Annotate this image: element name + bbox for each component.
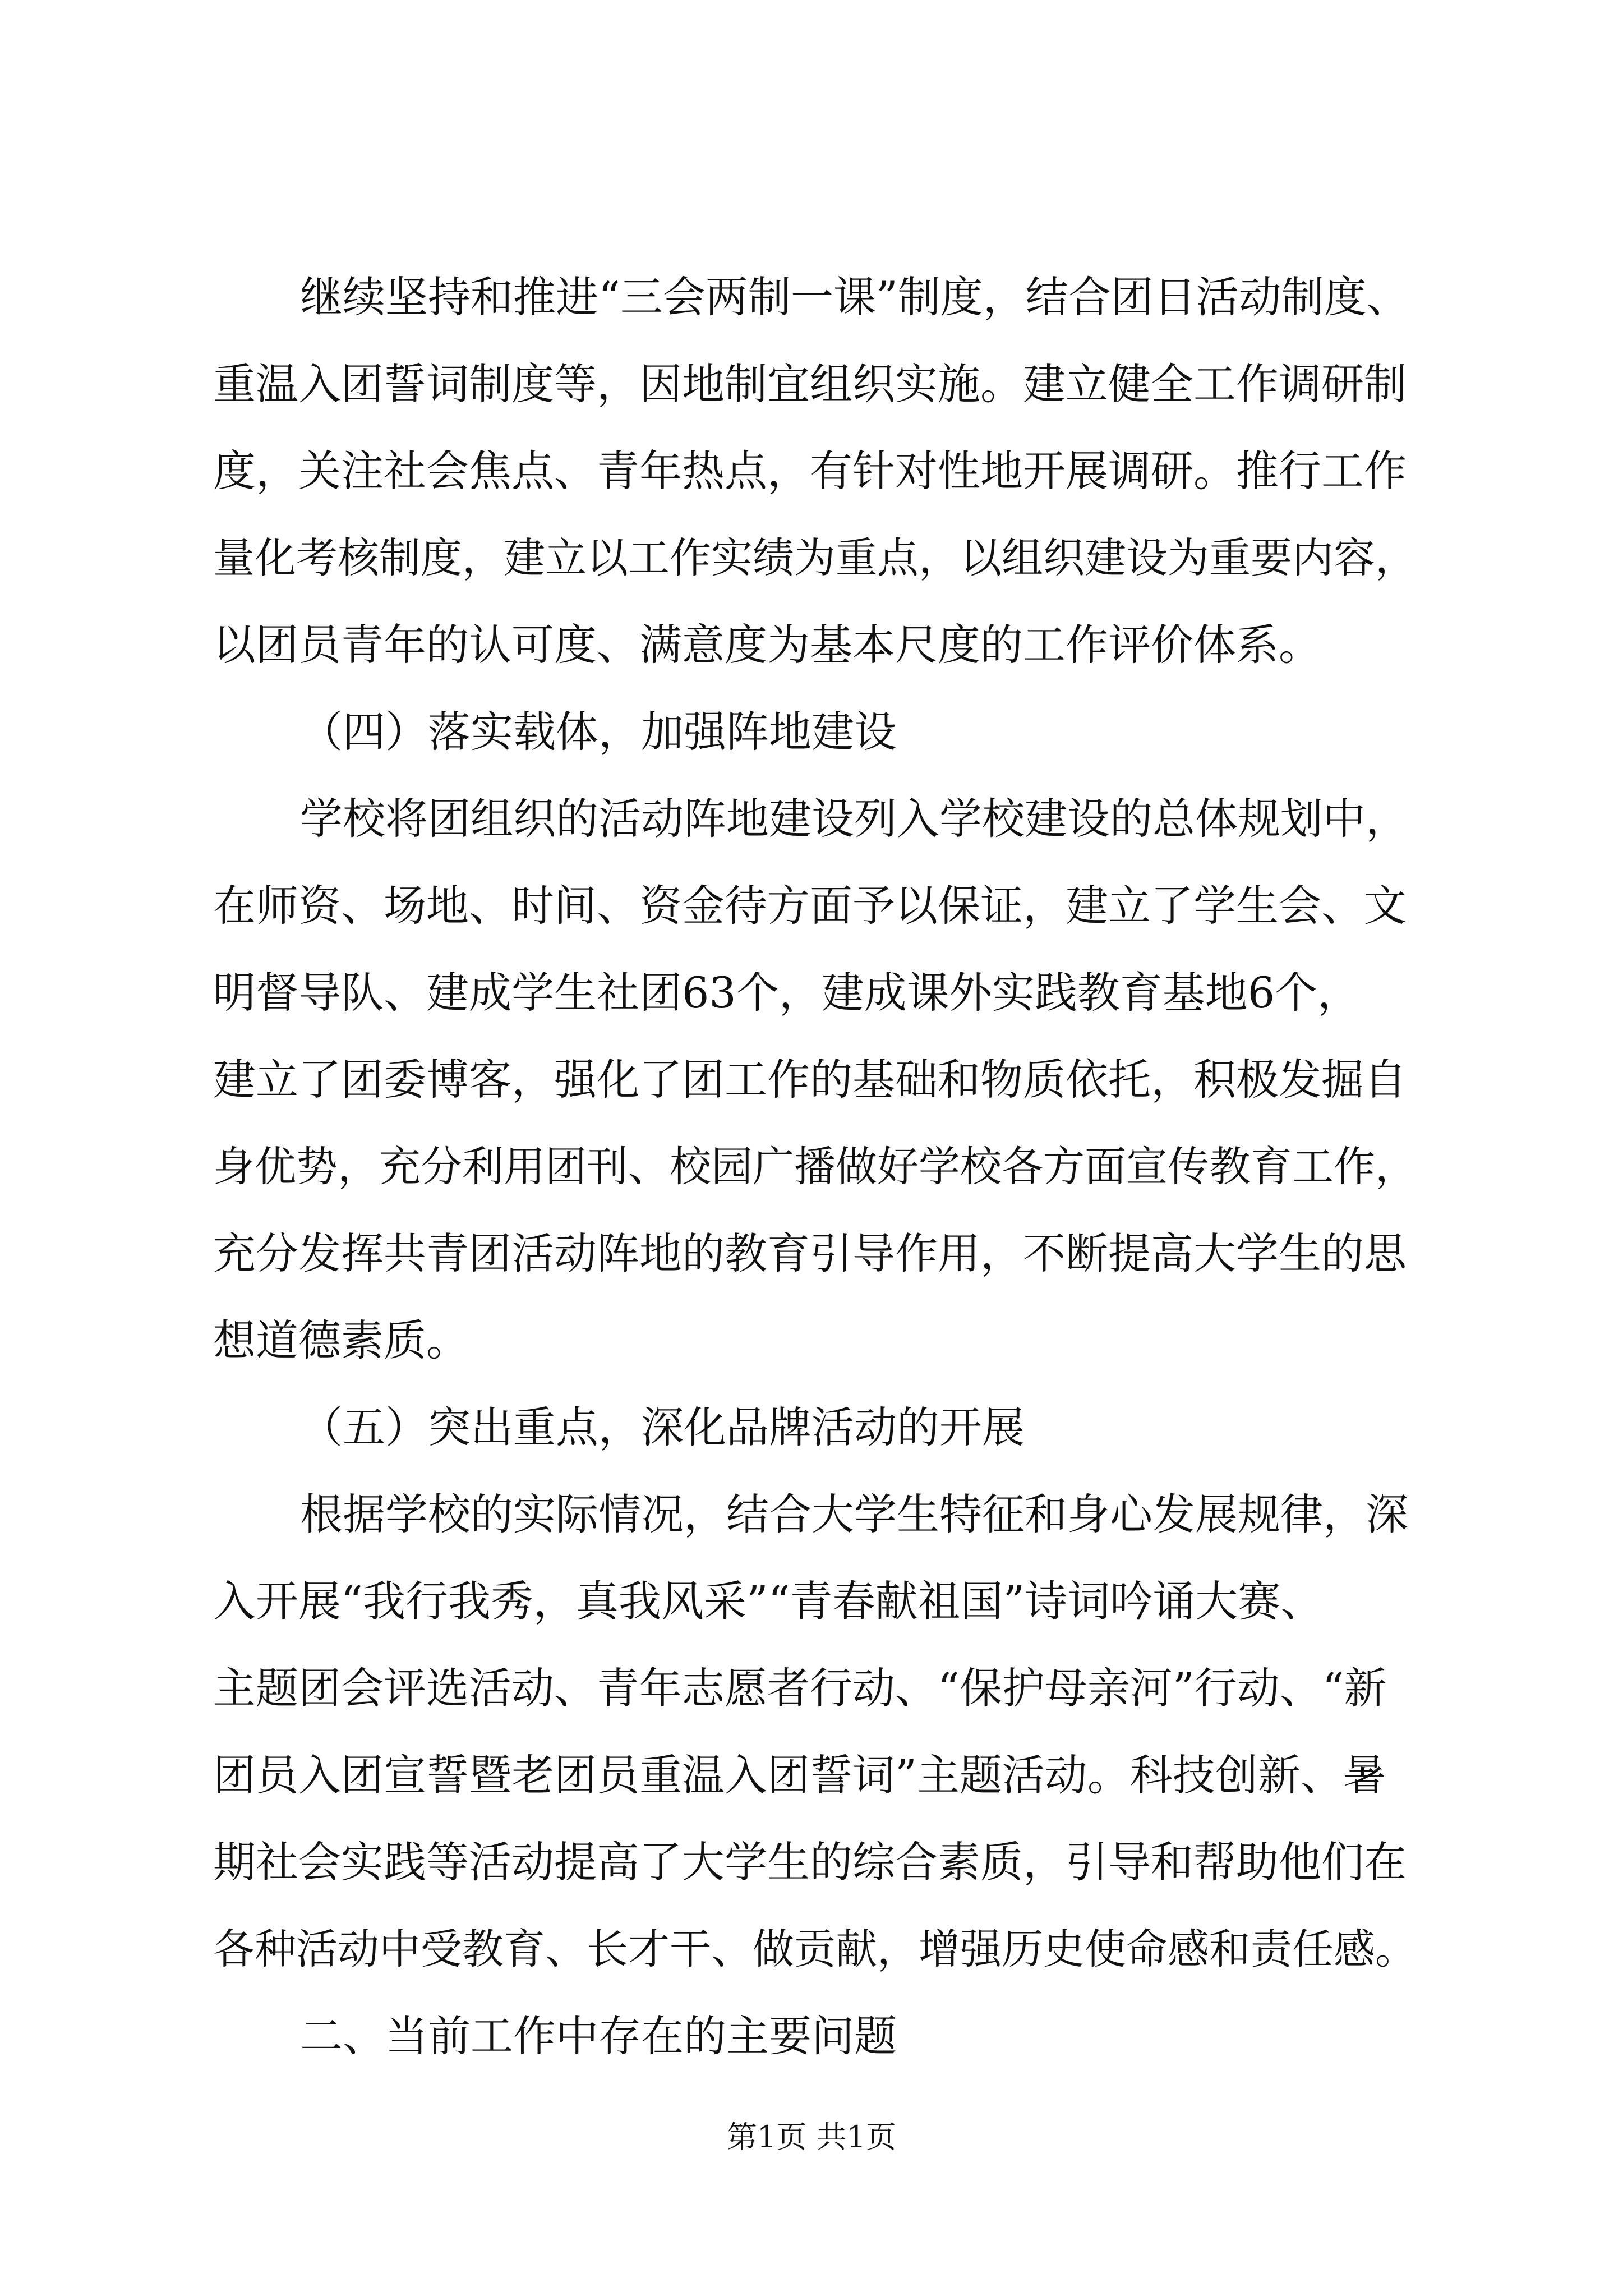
body-text-line: 入开展“我行我秀，真我风采”“青春献祖国”诗词吟诵大赛、 [213,1576,1324,1626]
section-heading: （四）落实载体，加强阵地建设 [300,707,897,757]
body-text-line: 学校将团组织的活动阵地建设列入学校建设的总体规划中， [300,794,1408,844]
body-text-line: 建立了团委博客，强化了团工作的基础和物质依托，积极发掘自 [213,1055,1407,1105]
body-text-line: 重温入团誓词制度等，因地制宜组织实施。建立健全工作调研制 [213,359,1407,409]
body-text-line: 以团员青年的认可度、满意度为基本尺度的工作评价体系。 [213,620,1321,670]
body-text-line: 在师资、场地、时间、资金待方面予以保证，建立了学生会、文 [213,881,1407,931]
body-text-line: 明督导队、建成学生社团63个，建成课外实践教育基地6个， [213,968,1361,1018]
body-text-line: 继续坚持和推进“三会两制一课”制度，结合团日活动制度、 [300,272,1409,322]
body-text-line: 期社会实践等活动提高了大学生的综合素质，引导和帮助他们在 [213,1837,1407,1887]
body-text-line: 量化考核制度，建立以工作实绩为重点，以组织建设为重要内容， [213,534,1417,582]
body-text-line: 充分发挥共青团活动阵地的教育引导作用，不断提高大学生的思 [213,1228,1407,1278]
section-heading: 二、当前工作中存在的主要问题 [300,2011,897,2061]
body-text-line: 各种活动中受教育、长才干、做贡献，增强历史使命感和责任感。 [213,1925,1417,1973]
body-text-line: 主题团会评选活动、青年志愿者行动、“保护母亲河”行动、“新 [213,1663,1387,1713]
section-heading: （五）突出重点，深化品牌活动的开展 [300,1402,1025,1452]
body-text-line: 团员入团宣誓暨老团员重温入团誓词”主题活动。科技创新、暑 [213,1750,1386,1800]
body-text-line: 根据学校的实际情况，结合大学生特征和身心发展规律，深 [300,1489,1408,1539]
body-text-line: 度，关注社会焦点、青年热点，有针对性地开展调研。推行工作 [213,446,1407,496]
body-text-line: 身优势，充分利用团刊、校园广播做好学校各方面宣传教育工作， [213,1143,1417,1191]
body-text-line: 想道德素质。 [213,1315,469,1365]
page-footer: 第1页 共1页 [727,2119,896,2155]
